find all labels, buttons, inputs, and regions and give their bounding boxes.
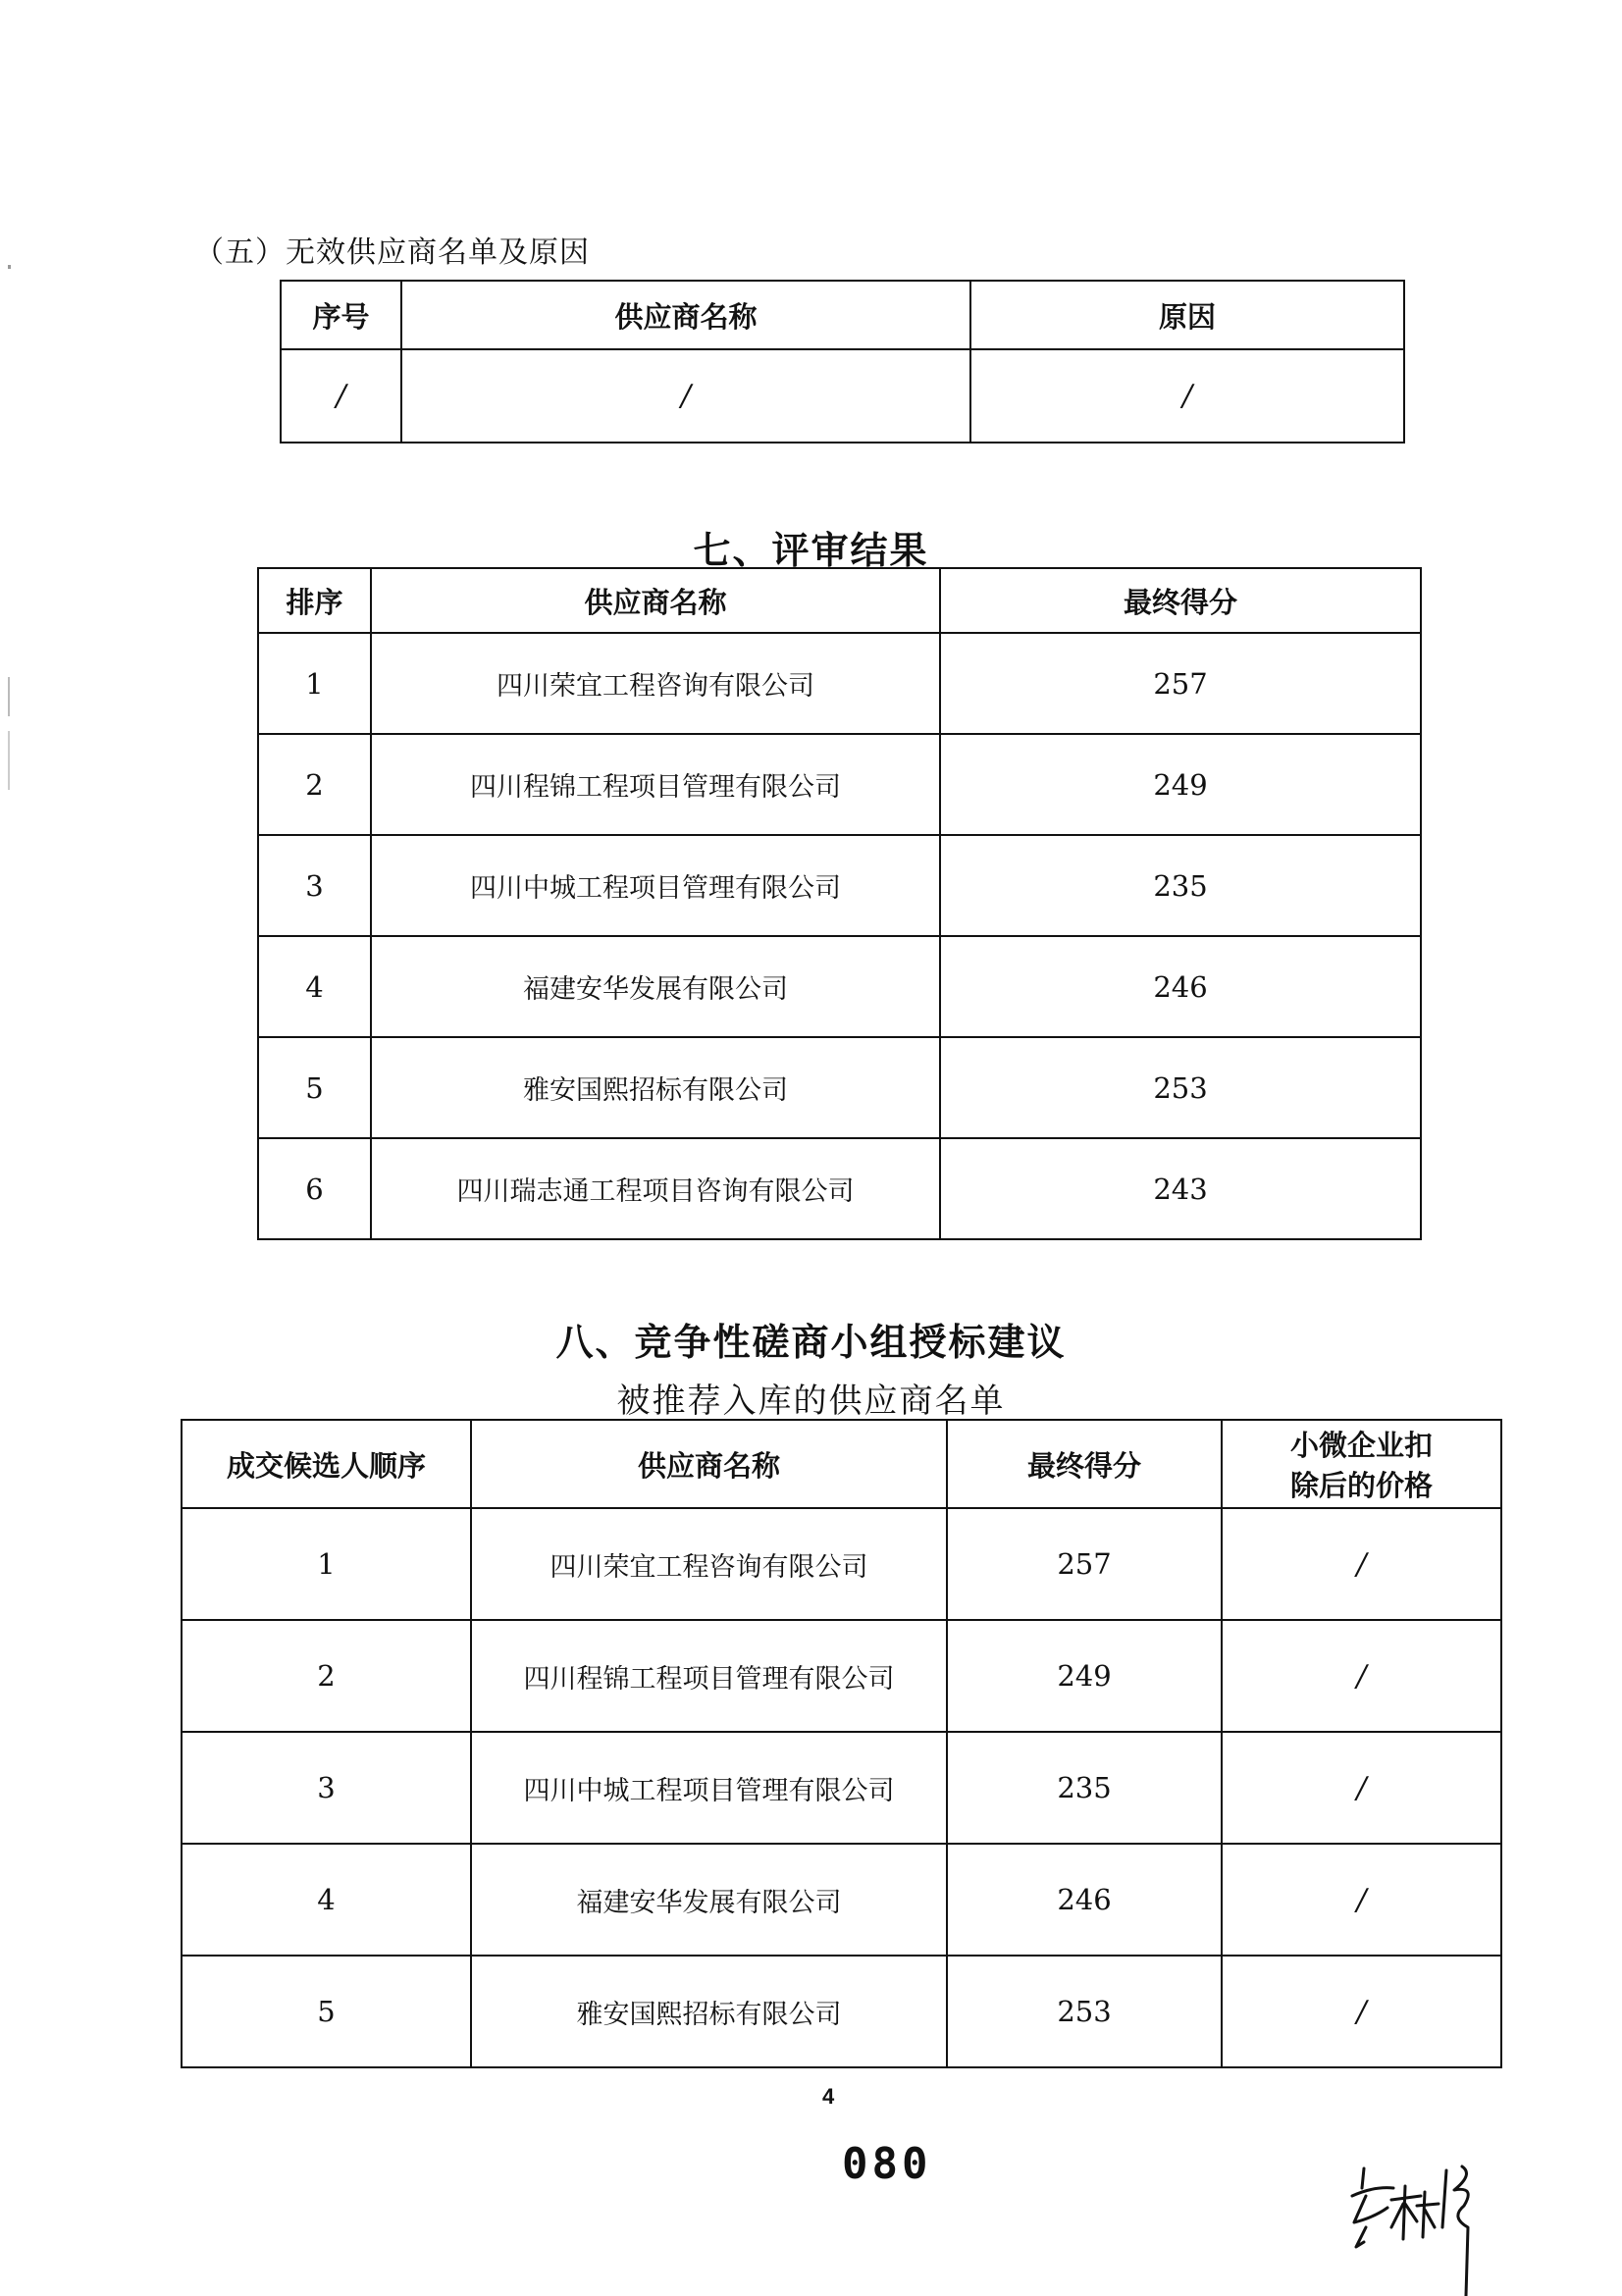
table-row <box>182 1508 1501 1620</box>
recommended-suppliers-table <box>181 1419 1502 2068</box>
cell-price: / <box>1222 1844 1501 1956</box>
cell-order: 5 <box>182 1956 471 2067</box>
col-header-final-score: 最终得分 <box>940 568 1421 633</box>
cell-supplier-name: 四川程锦工程项目管理有限公司 <box>471 1620 947 1732</box>
table-row <box>281 349 1404 443</box>
cell-rank: 1 <box>258 633 371 734</box>
table-row <box>182 1732 1501 1844</box>
cell-score: 253 <box>947 1956 1222 2067</box>
cell-score: 249 <box>940 734 1421 835</box>
section7-title: 七、评审结果 <box>693 529 929 572</box>
table-row <box>258 835 1421 936</box>
cell-supplier-name: 雅安国熙招标有限公司 <box>471 1956 947 2067</box>
table-header-row <box>182 1420 1501 1508</box>
page-number: 4 <box>822 2084 835 2109</box>
cell-score: 246 <box>940 936 1421 1037</box>
table-row <box>182 1844 1501 1956</box>
cell-score: 253 <box>940 1037 1421 1138</box>
table-row <box>182 1620 1501 1732</box>
cell-supplier-name: 福建安华发展有限公司 <box>371 936 940 1037</box>
handwritten-signature <box>1344 2149 1521 2296</box>
cell-supplier-name: 四川荣宜工程咨询有限公司 <box>471 1508 947 1620</box>
cell-index: / <box>281 349 401 443</box>
table-row <box>258 734 1421 835</box>
cell-price: / <box>1222 1732 1501 1844</box>
header-line-2: 除后的价格 <box>1289 1469 1433 1502</box>
scan-mark <box>8 731 10 790</box>
stamp-number: 080 <box>842 2139 932 2189</box>
cell-order: 3 <box>182 1732 471 1844</box>
cell-supplier-name: 四川瑞志通工程项目咨询有限公司 <box>371 1138 940 1239</box>
section8-title: 八、竞争性磋商小组授标建议 <box>555 1321 1067 1364</box>
cell-supplier-name: 四川中城工程项目管理有限公司 <box>371 835 940 936</box>
table-row <box>258 633 1421 734</box>
table-row <box>182 1956 1501 2067</box>
section5-heading: （五）无效供应商名单及原因 <box>194 235 590 270</box>
cell-score: 235 <box>940 835 1421 936</box>
table-row <box>258 1138 1421 1239</box>
cell-supplier-name: 四川中城工程项目管理有限公司 <box>471 1732 947 1844</box>
cell-supplier-name: / <box>401 349 970 443</box>
col-header-rank: 排序 <box>258 568 371 633</box>
cell-rank: 6 <box>258 1138 371 1239</box>
cell-supplier-name: 四川程锦工程项目管理有限公司 <box>371 734 940 835</box>
header-line-1: 小微企业扣 <box>1289 1429 1433 1462</box>
scan-mark <box>8 677 10 716</box>
cell-score: 235 <box>947 1732 1222 1844</box>
cell-score: 243 <box>940 1138 1421 1239</box>
cell-rank: 4 <box>258 936 371 1037</box>
col-header-reason: 原因 <box>970 281 1404 349</box>
col-header-supplier-name: 供应商名称 <box>401 281 970 349</box>
cell-score: 249 <box>947 1620 1222 1732</box>
cell-supplier-name: 福建安华发展有限公司 <box>471 1844 947 1956</box>
col-header-supplier-name: 供应商名称 <box>371 568 940 633</box>
cell-price: / <box>1222 1956 1501 2067</box>
table-header-row <box>258 568 1421 633</box>
table-row <box>258 1037 1421 1138</box>
cell-price: / <box>1222 1508 1501 1620</box>
cell-supplier-name: 雅安国熙招标有限公司 <box>371 1037 940 1138</box>
section8-subtitle: 被推荐入库的供应商名单 <box>616 1382 1006 1421</box>
cell-order: 2 <box>182 1620 471 1732</box>
cell-rank: 3 <box>258 835 371 936</box>
review-results-table <box>257 567 1422 1240</box>
col-header-discounted-price <box>1222 1420 1501 1508</box>
cell-order: 1 <box>182 1508 471 1620</box>
col-header-final-score: 最终得分 <box>947 1420 1222 1508</box>
cell-rank: 5 <box>258 1037 371 1138</box>
table-row <box>258 936 1421 1037</box>
col-header-index: 序号 <box>281 281 401 349</box>
table-header-row <box>281 281 1404 349</box>
cell-score: 257 <box>940 633 1421 734</box>
cell-supplier-name: 四川荣宜工程咨询有限公司 <box>371 633 940 734</box>
cell-score: 246 <box>947 1844 1222 1956</box>
cell-score: 257 <box>947 1508 1222 1620</box>
col-header-supplier-name: 供应商名称 <box>471 1420 947 1508</box>
cell-price: / <box>1222 1620 1501 1732</box>
cell-order: 4 <box>182 1844 471 1956</box>
scan-mark <box>8 265 11 269</box>
cell-reason: / <box>970 349 1404 443</box>
col-header-candidate-order: 成交候选人顺序 <box>182 1420 471 1508</box>
invalid-suppliers-table <box>280 280 1405 444</box>
cell-rank: 2 <box>258 734 371 835</box>
